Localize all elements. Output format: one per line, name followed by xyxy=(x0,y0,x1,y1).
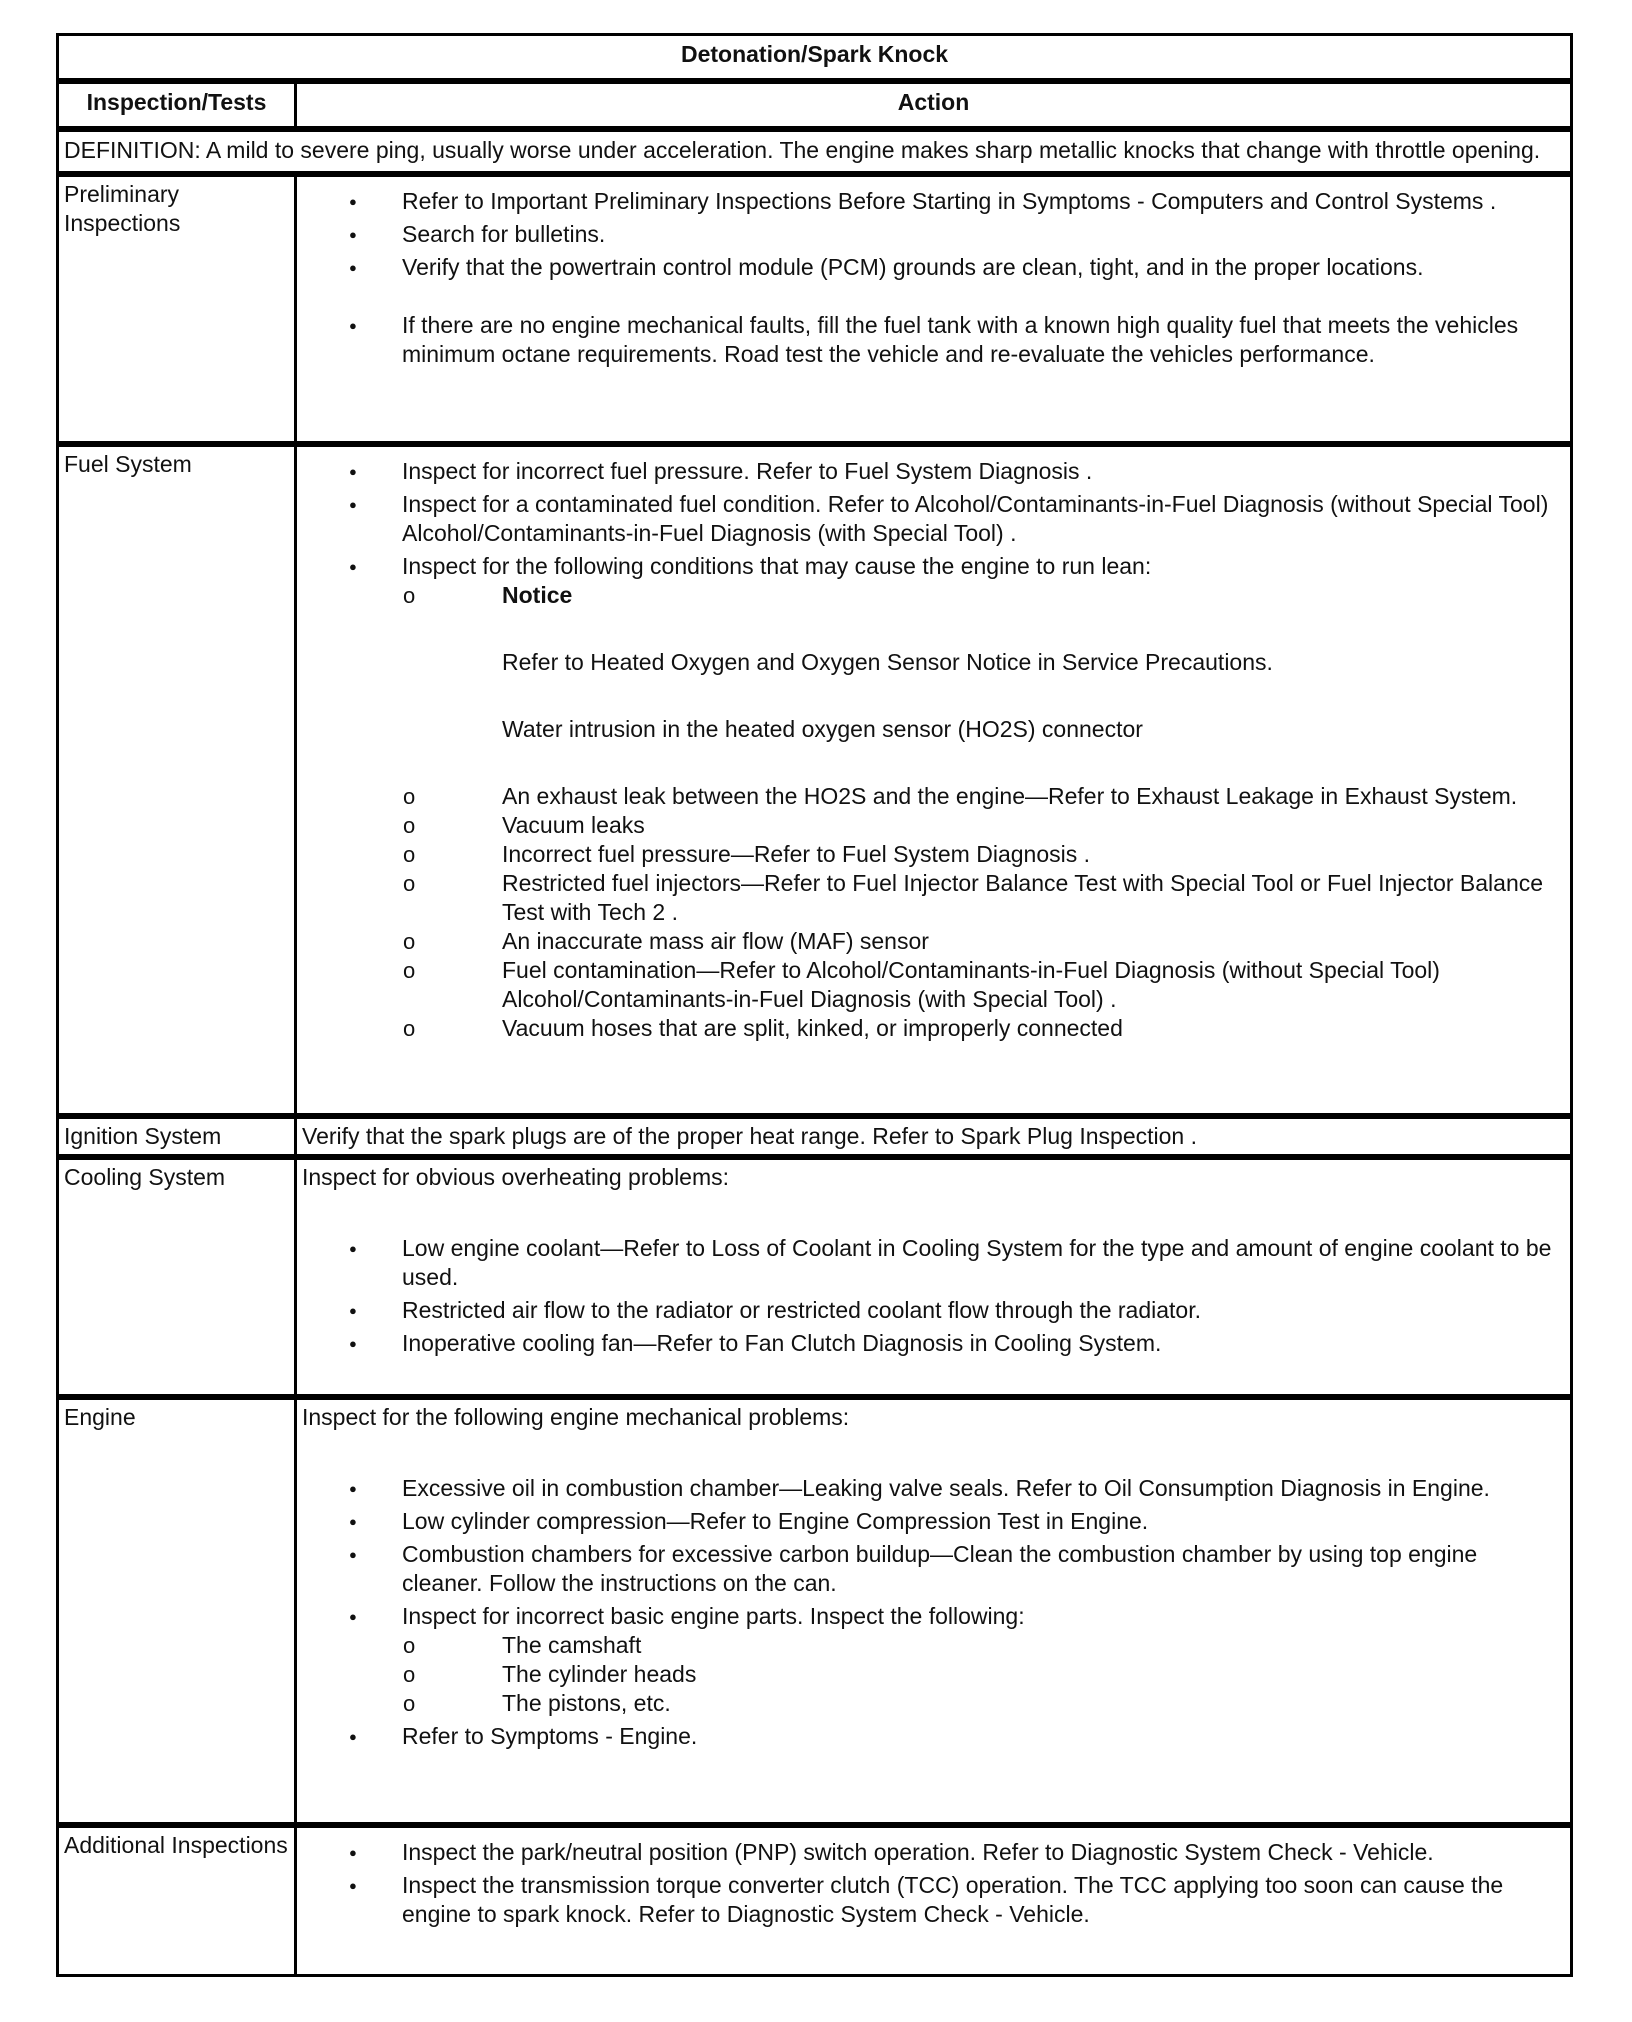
sub-list-item: o The cylinder heads xyxy=(402,1660,1561,1689)
sub-list-item: o An exhaust leak between the HO2S and the engine—Refer to Exhaust Leakage in Exhaust System. xyxy=(402,782,1561,811)
notice-title: o Notice xyxy=(502,582,573,608)
row-action xyxy=(296,174,1572,444)
sub-list xyxy=(402,581,1561,1043)
row-label: Additional Inspections xyxy=(58,1825,296,1975)
table-row-ignition-system xyxy=(58,1116,1572,1157)
bullet-list xyxy=(302,1234,1565,1358)
list-item: ● Inspect for incorrect fuel pressure. Refer to Fuel System Diagnosis . xyxy=(302,457,1565,486)
sub-list-item: o Vacuum leaks xyxy=(402,811,1561,840)
row-label: Preliminary Inspections xyxy=(58,174,296,444)
sub-list-item: o Restricted fuel injectors—Refer to Fuel Injector Balance Test with Special Tool or Fuel Injector Balance Test with Tech 2 . xyxy=(402,869,1561,927)
intro-text: Inspect for obvious overheating problems: xyxy=(302,1164,730,1190)
row-label: Engine xyxy=(58,1397,296,1825)
table-row-additional-inspections xyxy=(58,1825,1572,1975)
list-item: ● Low engine coolant—Refer to Loss of Coolant in Cooling System for the type and amount of engine coolant to be used. xyxy=(302,1234,1565,1292)
list-item: ● Restricted air flow to the radiator or restricted coolant flow through the radiator. xyxy=(302,1296,1565,1325)
list-item xyxy=(302,552,1565,1043)
definition-row xyxy=(58,129,1572,174)
list-item: ● Inoperative cooling fan—Refer to Fan Clutch Diagnosis in Cooling System. xyxy=(302,1329,1565,1358)
bullet-list xyxy=(302,1838,1565,1929)
row-label: Cooling System xyxy=(58,1157,296,1397)
list-item: ● Inspect for a contaminated fuel condition. Refer to Alcohol/Contaminants-in-Fuel Diagnosis (without Special Tool) Alcohol/Contaminants-in-Fuel Diagnosis (with Special Tool) . xyxy=(302,490,1565,548)
row-action xyxy=(296,444,1572,1116)
list-item: ● Excessive oil in combustion chamber—Leaking valve seals. Refer to Oil Consumption Diagnosis in Engine. xyxy=(302,1474,1565,1503)
list-item: ● Inspect the park/neutral position (PNP) switch operation. Refer to Diagnostic System Check - Vehicle. xyxy=(302,1838,1565,1867)
sub-list-item: o The pistons, etc. xyxy=(402,1689,1561,1718)
table-row-fuel-system xyxy=(58,444,1572,1116)
sub-list-item: o The camshaft xyxy=(402,1631,1561,1660)
notice-text-2: Water intrusion in the heated oxygen sensor (HO2S) connector xyxy=(502,716,1143,742)
row-label: Fuel System xyxy=(58,444,296,1116)
title-row xyxy=(58,35,1572,82)
list-item-text: Inspect for the following conditions that may cause the engine to run lean: xyxy=(402,553,1152,579)
row-action: Verify that the spark plugs are of the proper heat range. Refer to Spark Plug Inspection . xyxy=(296,1116,1572,1157)
column-header-action: Action xyxy=(296,81,1572,129)
column-header-inspection: Inspection/Tests xyxy=(58,81,296,129)
list-item: ● Combustion chambers for excessive carbon buildup—Clean the combustion chamber by using top engine cleaner. Follow the instructions on the can. xyxy=(302,1540,1565,1598)
list-item xyxy=(302,1602,1565,1718)
sub-list xyxy=(402,1631,1561,1718)
row-action xyxy=(296,1157,1572,1397)
list-item: ● If there are no engine mechanical faults, fill the fuel tank with a known high quality fuel that meets the vehicles minimum octane requirements. Road test the vehicle and re-evaluate the vehicles performance. xyxy=(302,311,1565,369)
notice-item xyxy=(402,581,1561,744)
table-row-preliminary xyxy=(58,174,1572,444)
definition-text: DEFINITION: A mild to severe ping, usually worse under acceleration. The engine makes sharp metallic knocks that change with throttle opening. xyxy=(58,129,1572,174)
sub-list-item: o Incorrect fuel pressure—Refer to Fuel System Diagnosis . xyxy=(402,840,1561,869)
table-row-engine xyxy=(58,1397,1572,1825)
row-action xyxy=(296,1825,1572,1975)
sub-list-item: o An inaccurate mass air flow (MAF) sensor xyxy=(402,927,1561,956)
header-row xyxy=(58,81,1572,129)
list-item: ● Verify that the powertrain control module (PCM) grounds are clean, tight, and in the proper locations. xyxy=(302,253,1565,282)
document-sheet xyxy=(56,33,1570,1977)
list-item: ● Low cylinder compression—Refer to Engine Compression Test in Engine. xyxy=(302,1507,1565,1536)
list-item: ● Search for bulletins. xyxy=(302,220,1565,249)
list-item: ● Inspect the transmission torque converter clutch (TCC) operation. The TCC applying too soon can cause the engine to spark knock. Refer to Diagnostic System Check - Vehicle. xyxy=(302,1871,1565,1929)
notice-text: Refer to Heated Oxygen and Oxygen Sensor Notice in Service Precautions. xyxy=(502,649,1273,675)
row-label: Ignition System xyxy=(58,1116,296,1157)
table-row-cooling-system xyxy=(58,1157,1572,1397)
row-action xyxy=(296,1397,1572,1825)
intro-text: Inspect for the following engine mechanical problems: xyxy=(302,1404,850,1430)
sub-list-item: o Vacuum hoses that are split, kinked, or improperly connected xyxy=(402,1014,1561,1043)
list-item-text: Inspect for incorrect basic engine parts. Inspect the following: xyxy=(402,1603,1025,1629)
diagnosis-table xyxy=(56,33,1573,1977)
sub-list-item: o Fuel contamination—Refer to Alcohol/Contaminants-in-Fuel Diagnosis (without Special Tool) Alcohol/Contaminants-in-Fuel Diagnosis (with Special Tool) . xyxy=(402,956,1561,1014)
bullet-list xyxy=(302,1474,1565,1751)
list-item: ● Refer to Important Preliminary Inspections Before Starting in Symptoms - Computers and Control Systems . xyxy=(302,187,1565,216)
bullet-list xyxy=(302,457,1565,1043)
table-title: Detonation/Spark Knock xyxy=(58,35,1572,82)
list-item: ● Refer to Symptoms - Engine. xyxy=(302,1722,1565,1751)
bullet-list xyxy=(302,187,1565,369)
